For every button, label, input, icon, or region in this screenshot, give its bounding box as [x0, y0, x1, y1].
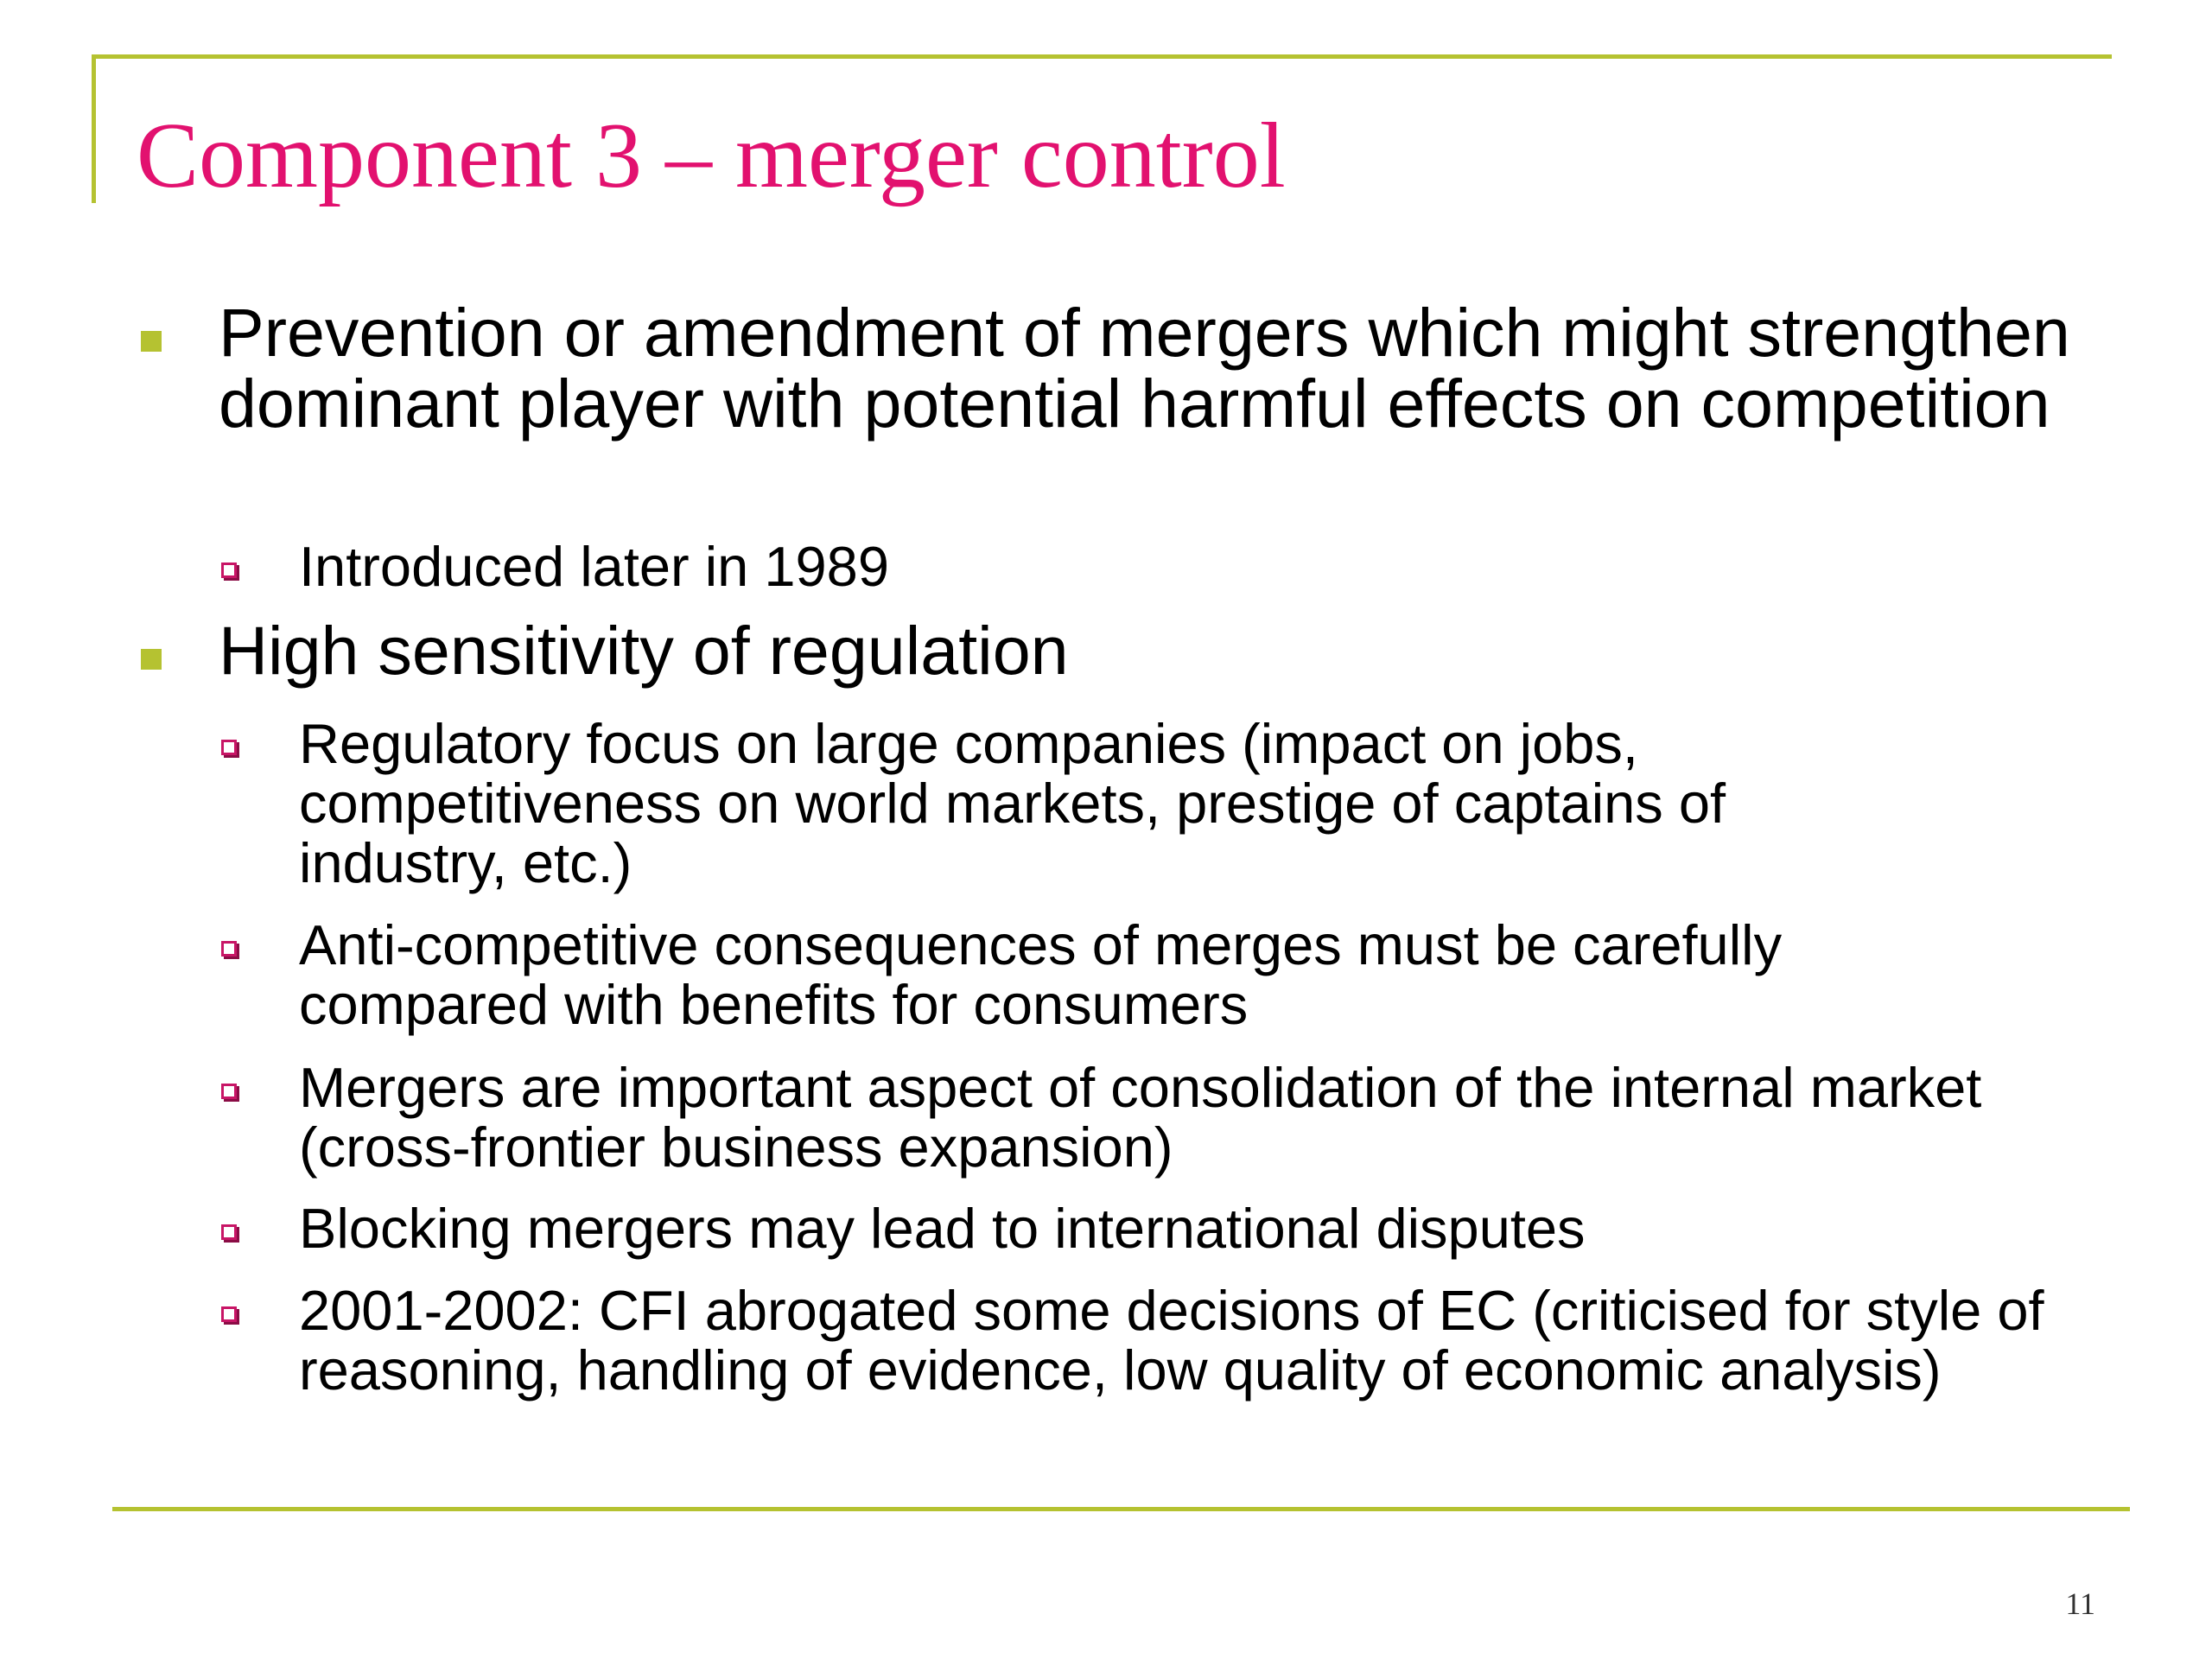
sub-bullet-text: 2001-2002: CFI abrogated some decisions of EC (criticised for style of reasoning, handling of evidence, low quality of economic analysis) — [299, 1279, 2044, 1402]
sub-bullet-text: Mergers are important aspect of consolidation of the internal market (cross-frontier business expansion) — [299, 1056, 1982, 1179]
sub-bullet-text: Introduced later in 1989 — [299, 535, 889, 598]
sub-bullet-text: Regulatory focus on large companies (impact on jobs, competitiveness on world markets, prestige of captains of industry, etc.) — [299, 712, 1726, 894]
square-bullet-icon — [141, 331, 162, 352]
footer-divider — [112, 1507, 2130, 1511]
box-bullet-icon — [221, 740, 237, 755]
page-number: 11 — [2065, 1586, 2095, 1621]
bullet-text: Prevention or amendment of mergers which might strengthen dominant player with potential harmful effects on competition — [219, 294, 2070, 442]
box-bullet-icon — [221, 1224, 237, 1240]
square-bullet-icon — [141, 649, 162, 670]
slide-title: Component 3 – merger control — [137, 105, 1286, 207]
sub-bullet-text: Anti-competitive consequences of merges must be carefully compared with benefits for consumers — [299, 913, 1783, 1036]
sub-bullet-text: Blocking mergers may lead to international disputes — [299, 1197, 1586, 1260]
box-bullet-icon — [221, 1306, 237, 1322]
box-bullet-icon — [221, 563, 237, 578]
box-bullet-icon — [221, 941, 237, 957]
box-bullet-icon — [221, 1084, 237, 1099]
bullet-text: High sensitivity of regulation — [219, 612, 1069, 689]
